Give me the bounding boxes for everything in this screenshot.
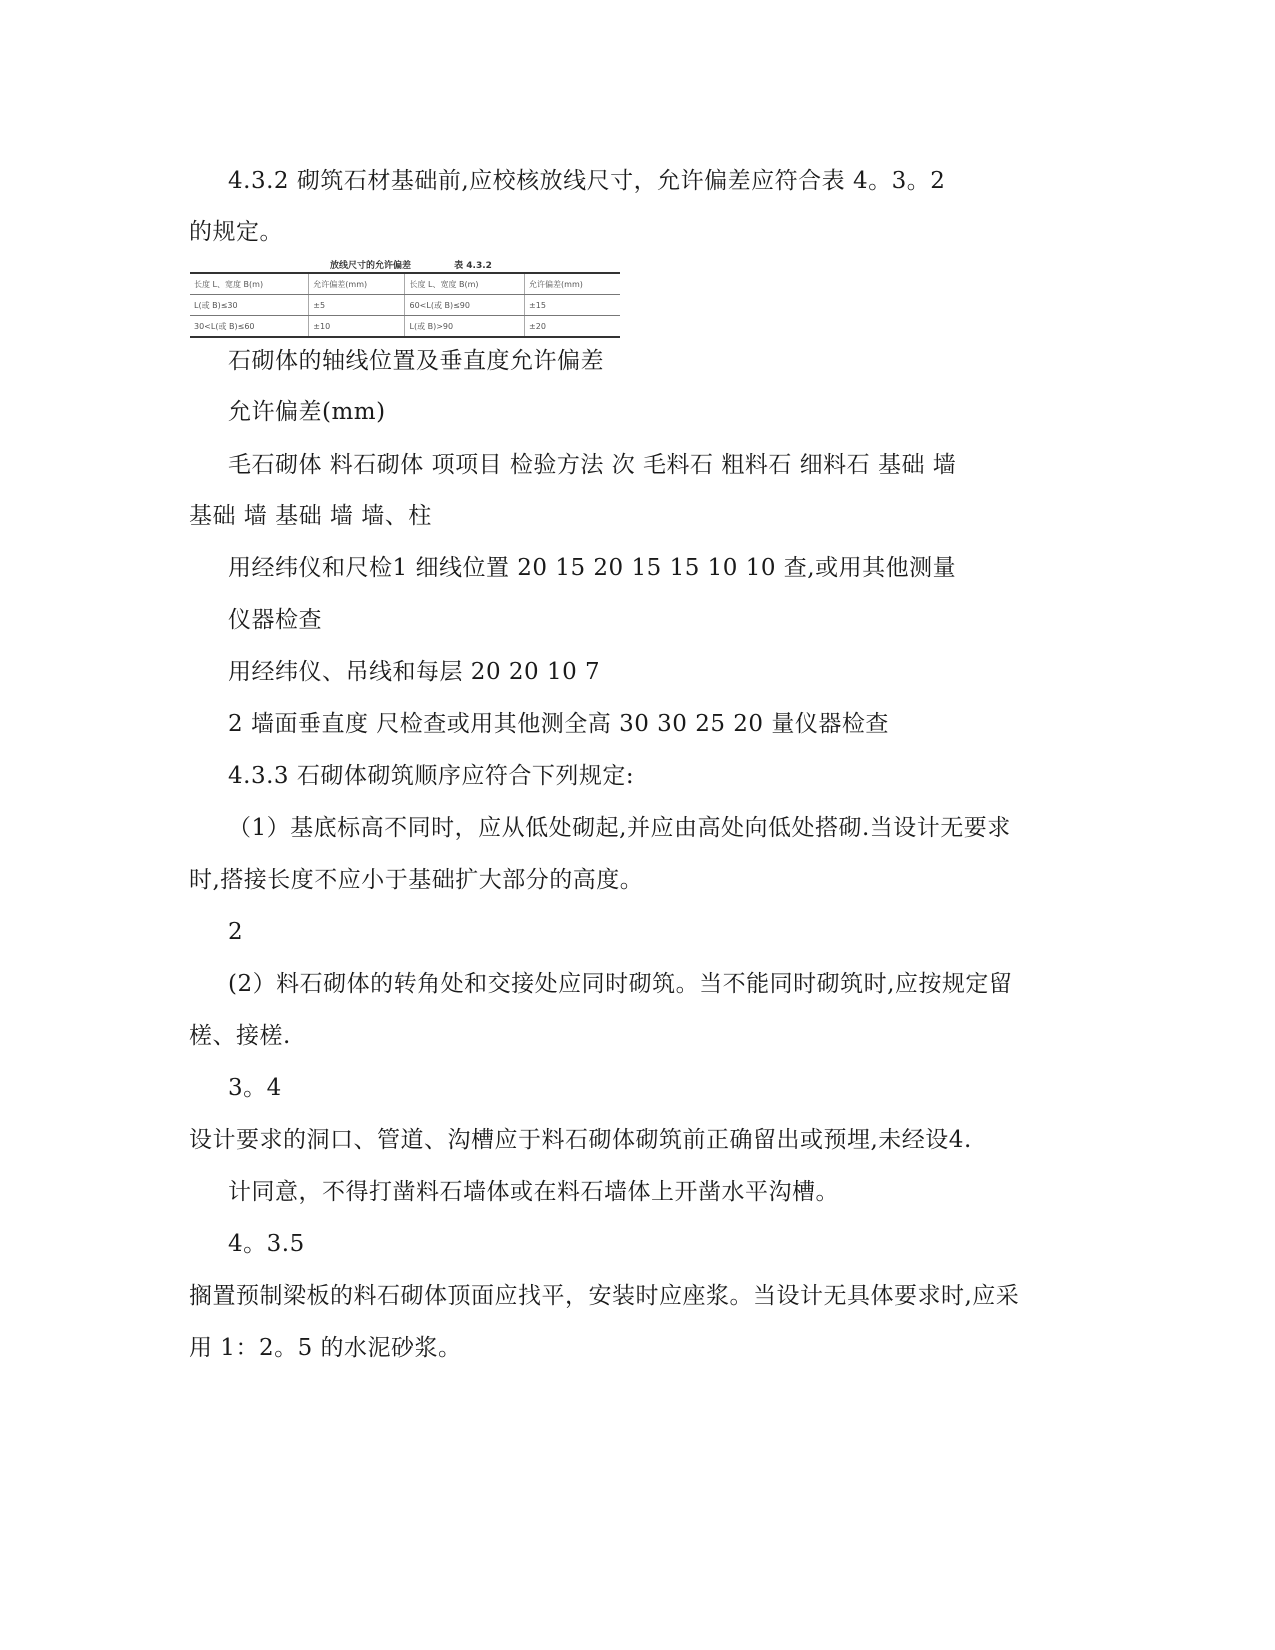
table-cell: 30<L(或 B)≤60 [190, 316, 309, 338]
table-cell: ±5 [309, 295, 405, 316]
paragraph-number-2: 2 [228, 919, 244, 945]
paragraph-table-header-text-cont: 基础 墙 基础 墙 墙、柱 [189, 503, 432, 529]
tolerance-table [190, 272, 620, 338]
paragraph-row1-cont: 仪器检查 [228, 607, 322, 633]
paragraph-row2: 用经纬仪、吊线和每层 20 20 10 7 [228, 659, 601, 685]
paragraph-openings: 设计要求的洞口、管道、沟槽应于料石砌体砌筑前正确留出或预埋,未经设4. [189, 1127, 972, 1153]
paragraph-openings-cont: 计同意，不得打凿料石墙体或在料石墙体上开凿水平沟槽。 [228, 1179, 839, 1205]
table-row [190, 295, 620, 316]
table-cell: L(或 B)≤30 [190, 295, 309, 316]
table-header-cell: 允许偏差(mm) [309, 273, 405, 295]
paragraph-table-header-text: 毛石砌体 料石砌体 项项目 检验方法 次 毛料石 粗料石 细料石 基础 墙 [228, 452, 957, 478]
paragraph-4-3-2: 4.3.2 砌筑石材基础前,应校核放线尺寸，允许偏差应符合表 4。3。2 [228, 168, 946, 194]
table-cell: ±20 [525, 316, 620, 338]
paragraph-rule-2-cont: 槎、接槎. [189, 1023, 291, 1049]
paragraph-rule-1-cont: 时,搭接长度不应小于基础扩大部分的高度。 [189, 867, 644, 893]
table-title: 放线尺寸的允许偏差 [330, 261, 412, 271]
paragraph-precast-slab-cont: 用 1：2。5 的水泥砂浆。 [189, 1335, 462, 1361]
table-row [190, 316, 620, 338]
table-caption [330, 258, 532, 271]
table-cell: 60<L(或 B)≤90 [405, 295, 525, 316]
paragraph-precast-slab: 搁置预制梁板的料石砌体顶面应找平，安装时应座浆。当设计无具体要求时,应采 [189, 1283, 1020, 1309]
table-header-cell: 长度 L、宽度 B(m) [190, 273, 309, 295]
paragraph-number-3-4: 3。4 [228, 1075, 282, 1101]
paragraph-row2-cont: 2 墙面垂直度 尺检查或用其他测全高 30 30 25 20 量仪器检查 [228, 711, 889, 737]
table-header-cell: 允许偏差(mm) [525, 273, 620, 295]
paragraph-row1: 用经纬仪和尺检1 细线位置 20 15 20 15 15 10 10 查,或用其他测量 [228, 555, 957, 581]
paragraph-allowed-deviation: 允许偏差(mm) [228, 399, 386, 425]
table-cell: L(或 B)>90 [405, 316, 525, 338]
tolerance-table-figure [190, 258, 620, 338]
paragraph-4-3-3: 4.3.3 石砌体砌筑顺序应符合下列规定: [228, 763, 635, 789]
paragraph-heading-axis: 石砌体的轴线位置及垂直度允许偏差 [228, 348, 604, 374]
paragraph-rule-2: (2）料石砌体的转角处和交接处应同时砌筑。当不能同时砌筑时,应按规定留 [228, 971, 1013, 997]
paragraph-number-4-3-5: 4。3.5 [228, 1231, 305, 1257]
table-cell: ±10 [309, 316, 405, 338]
table-header-row [190, 273, 620, 295]
paragraph-4-3-2-cont: 的规定。 [189, 219, 283, 245]
table-number: 表 4.3.2 [454, 261, 492, 271]
paragraph-rule-1: （1）基底标高不同时，应从低处砌起,并应由高处向低处搭砌.当设计无要求 [228, 815, 1011, 841]
table-header-cell: 长度 L、宽度 B(m) [405, 273, 525, 295]
table-cell: ±15 [525, 295, 620, 316]
